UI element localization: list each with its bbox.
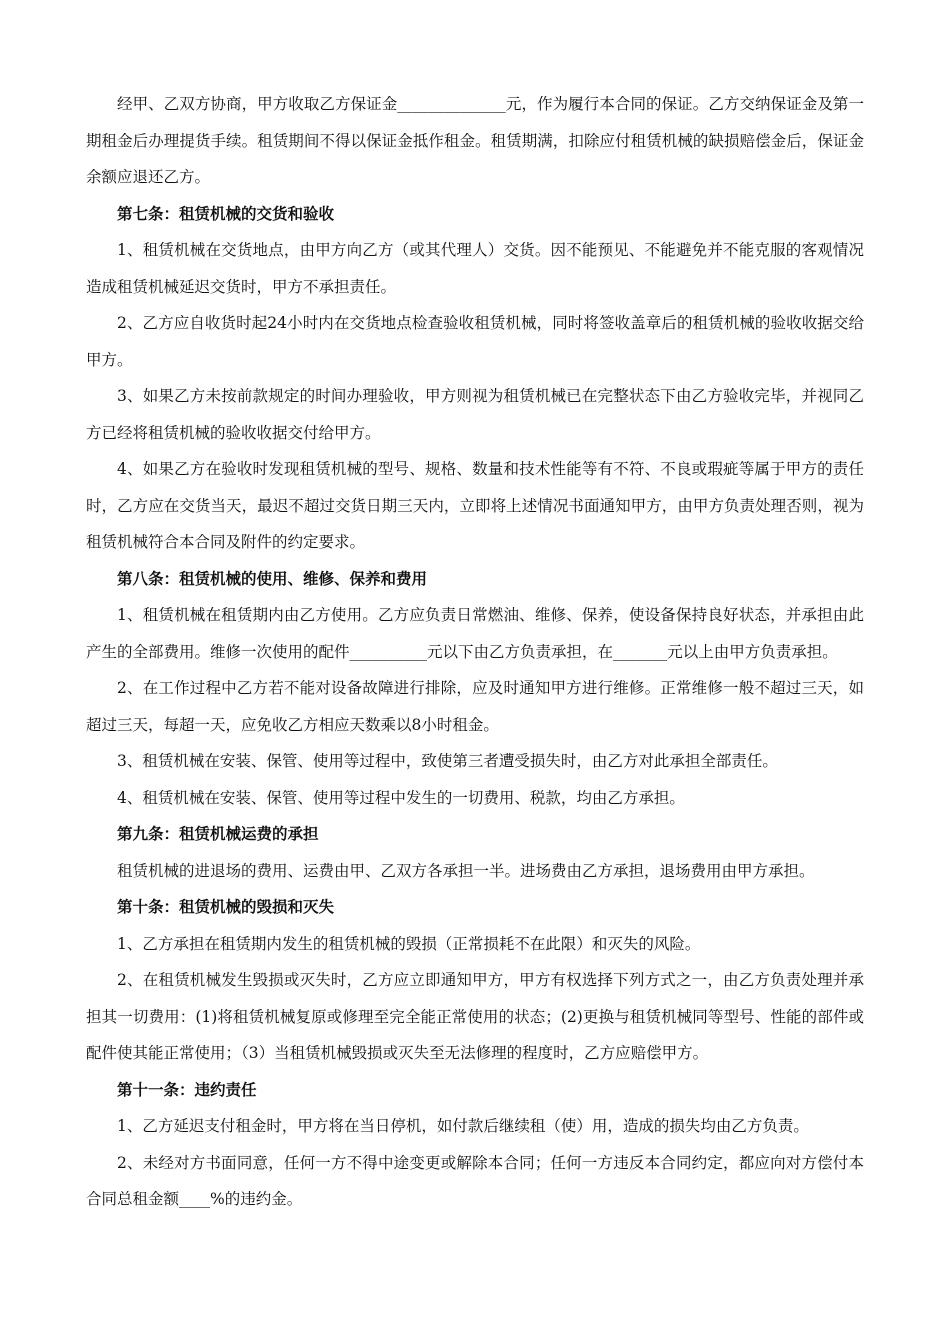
article-8-clause-4: 4、租赁机械在安装、保管、使用等过程中发生的一切费用、税款，均由乙方承担。 xyxy=(117,788,685,807)
article-7-clause-3: 3、如果乙方未按前款规定的时间办理验收，甲方则视为租赁机械已在完整状态下由乙方验收完毕，并视同乙方已经将租赁机械的验收收据交付给甲方。 xyxy=(86,387,864,442)
article-9-heading: 第九条：租赁机械运费的承担 xyxy=(117,824,319,843)
article-11-clause-2: 2、未经对方书面同意，任何一方不得中途变更或解除本合同；任何一方违反本合同约定，都应向对方偿付本合同总租金额____%的违约金。 xyxy=(86,1153,864,1208)
article-8-clause-3: 3、租赁机械在安装、保管、使用等过程中，致使第三者遭受损失时，由乙方对此承担全部责任。 xyxy=(117,752,778,770)
article-9-clause-1: 租赁机械的进退场的费用、运费由甲、乙双方各承担一半。进场费由乙方承担，退场费用由甲方承担。 xyxy=(117,861,815,880)
article-7-clause-2: 2、乙方应自收货时起24小时内在交货地点检查验收租赁机械，同时将签收盖章后的租赁机械的验收收据交给甲方。 xyxy=(86,314,864,369)
article-10-clause-1: 1、乙方承担在租赁期内发生的租赁机械的毁损（正常损耗不在此限）和灭失的风险。 xyxy=(117,934,701,953)
article-8-clause-1: 1、租赁机械在租赁期内由乙方使用。乙方应负责日常燃油、维修、保养，使设备保持良好状态，并承担由此产生的全部费用。维修一次使用的配件__________元以下由乙方负责承担，在_______元以上由甲方负责承担。 xyxy=(86,606,864,661)
article-11-clause-1: 1、乙方延迟支付租金时，甲方将在当日停机，如付款后继续租（使）用，造成的损失均由乙方负责。 xyxy=(117,1117,809,1135)
article-7-heading: 第七条：租赁机械的交货和验收 xyxy=(117,203,335,223)
paragraph-deposit: 经甲、乙双方协商，甲方收取乙方保证金______________元，作为履行本合同的保证。乙方交纳保证金及第一期租金后办理提货手续。租赁期间不得以保证金抵作租金。租赁期满，扣除应付租赁机械的缺损赔偿金后，保证金余额应退还乙方。 xyxy=(86,95,864,186)
article-11-heading: 第十一条：违约责任 xyxy=(117,1079,257,1099)
article-7-clause-4: 4、如果乙方在验收时发现租赁机械的型号、规格、数量和技术性能等有不符、不良或瑕疵等属于甲方的责任时，乙方应在交货当天，最迟不超过交货日期三天内，立即将上述情况书面通知甲方，由甲方负责处理否则，视为租赁机械符合本合同及附件的约定要求。 xyxy=(86,460,864,551)
article-10-heading: 第十条：租赁机械的毁损和灭失 xyxy=(117,897,335,916)
article-7-clause-1: 1、租赁机械在交货地点，由甲方向乙方（或其代理人）交货。因不能预见、不能避免并不能克服的客观情况造成租赁机械延迟交货时，甲方不承担责任。 xyxy=(86,241,864,296)
contract-page xyxy=(86,86,864,1218)
article-10-clause-2: 2、在租赁机械发生毁损或灭失时，乙方应立即通知甲方，甲方有权选择下列方式之一，由乙方负责处理并承担其一切费用：(1)将租赁机械复原或修理至完全能正常使用的状态；(2)更换与租赁机械同等型号、性能的部件或配件使其能正常使用；（3）当租赁机械毁损或灭失至无法修理的程度时，乙方应赔偿甲方。 xyxy=(86,971,864,1062)
article-8-clause-2: 2、在工作过程中乙方若不能对设备故障进行排除，应及时通知甲方进行维修。正常维修一般不超过三天，如超过三天，每超一天，应免收乙方相应天数乘以8小时租金。 xyxy=(86,679,864,734)
article-8-heading: 第八条：租赁机械的使用、维修、保养和费用 xyxy=(117,568,428,588)
